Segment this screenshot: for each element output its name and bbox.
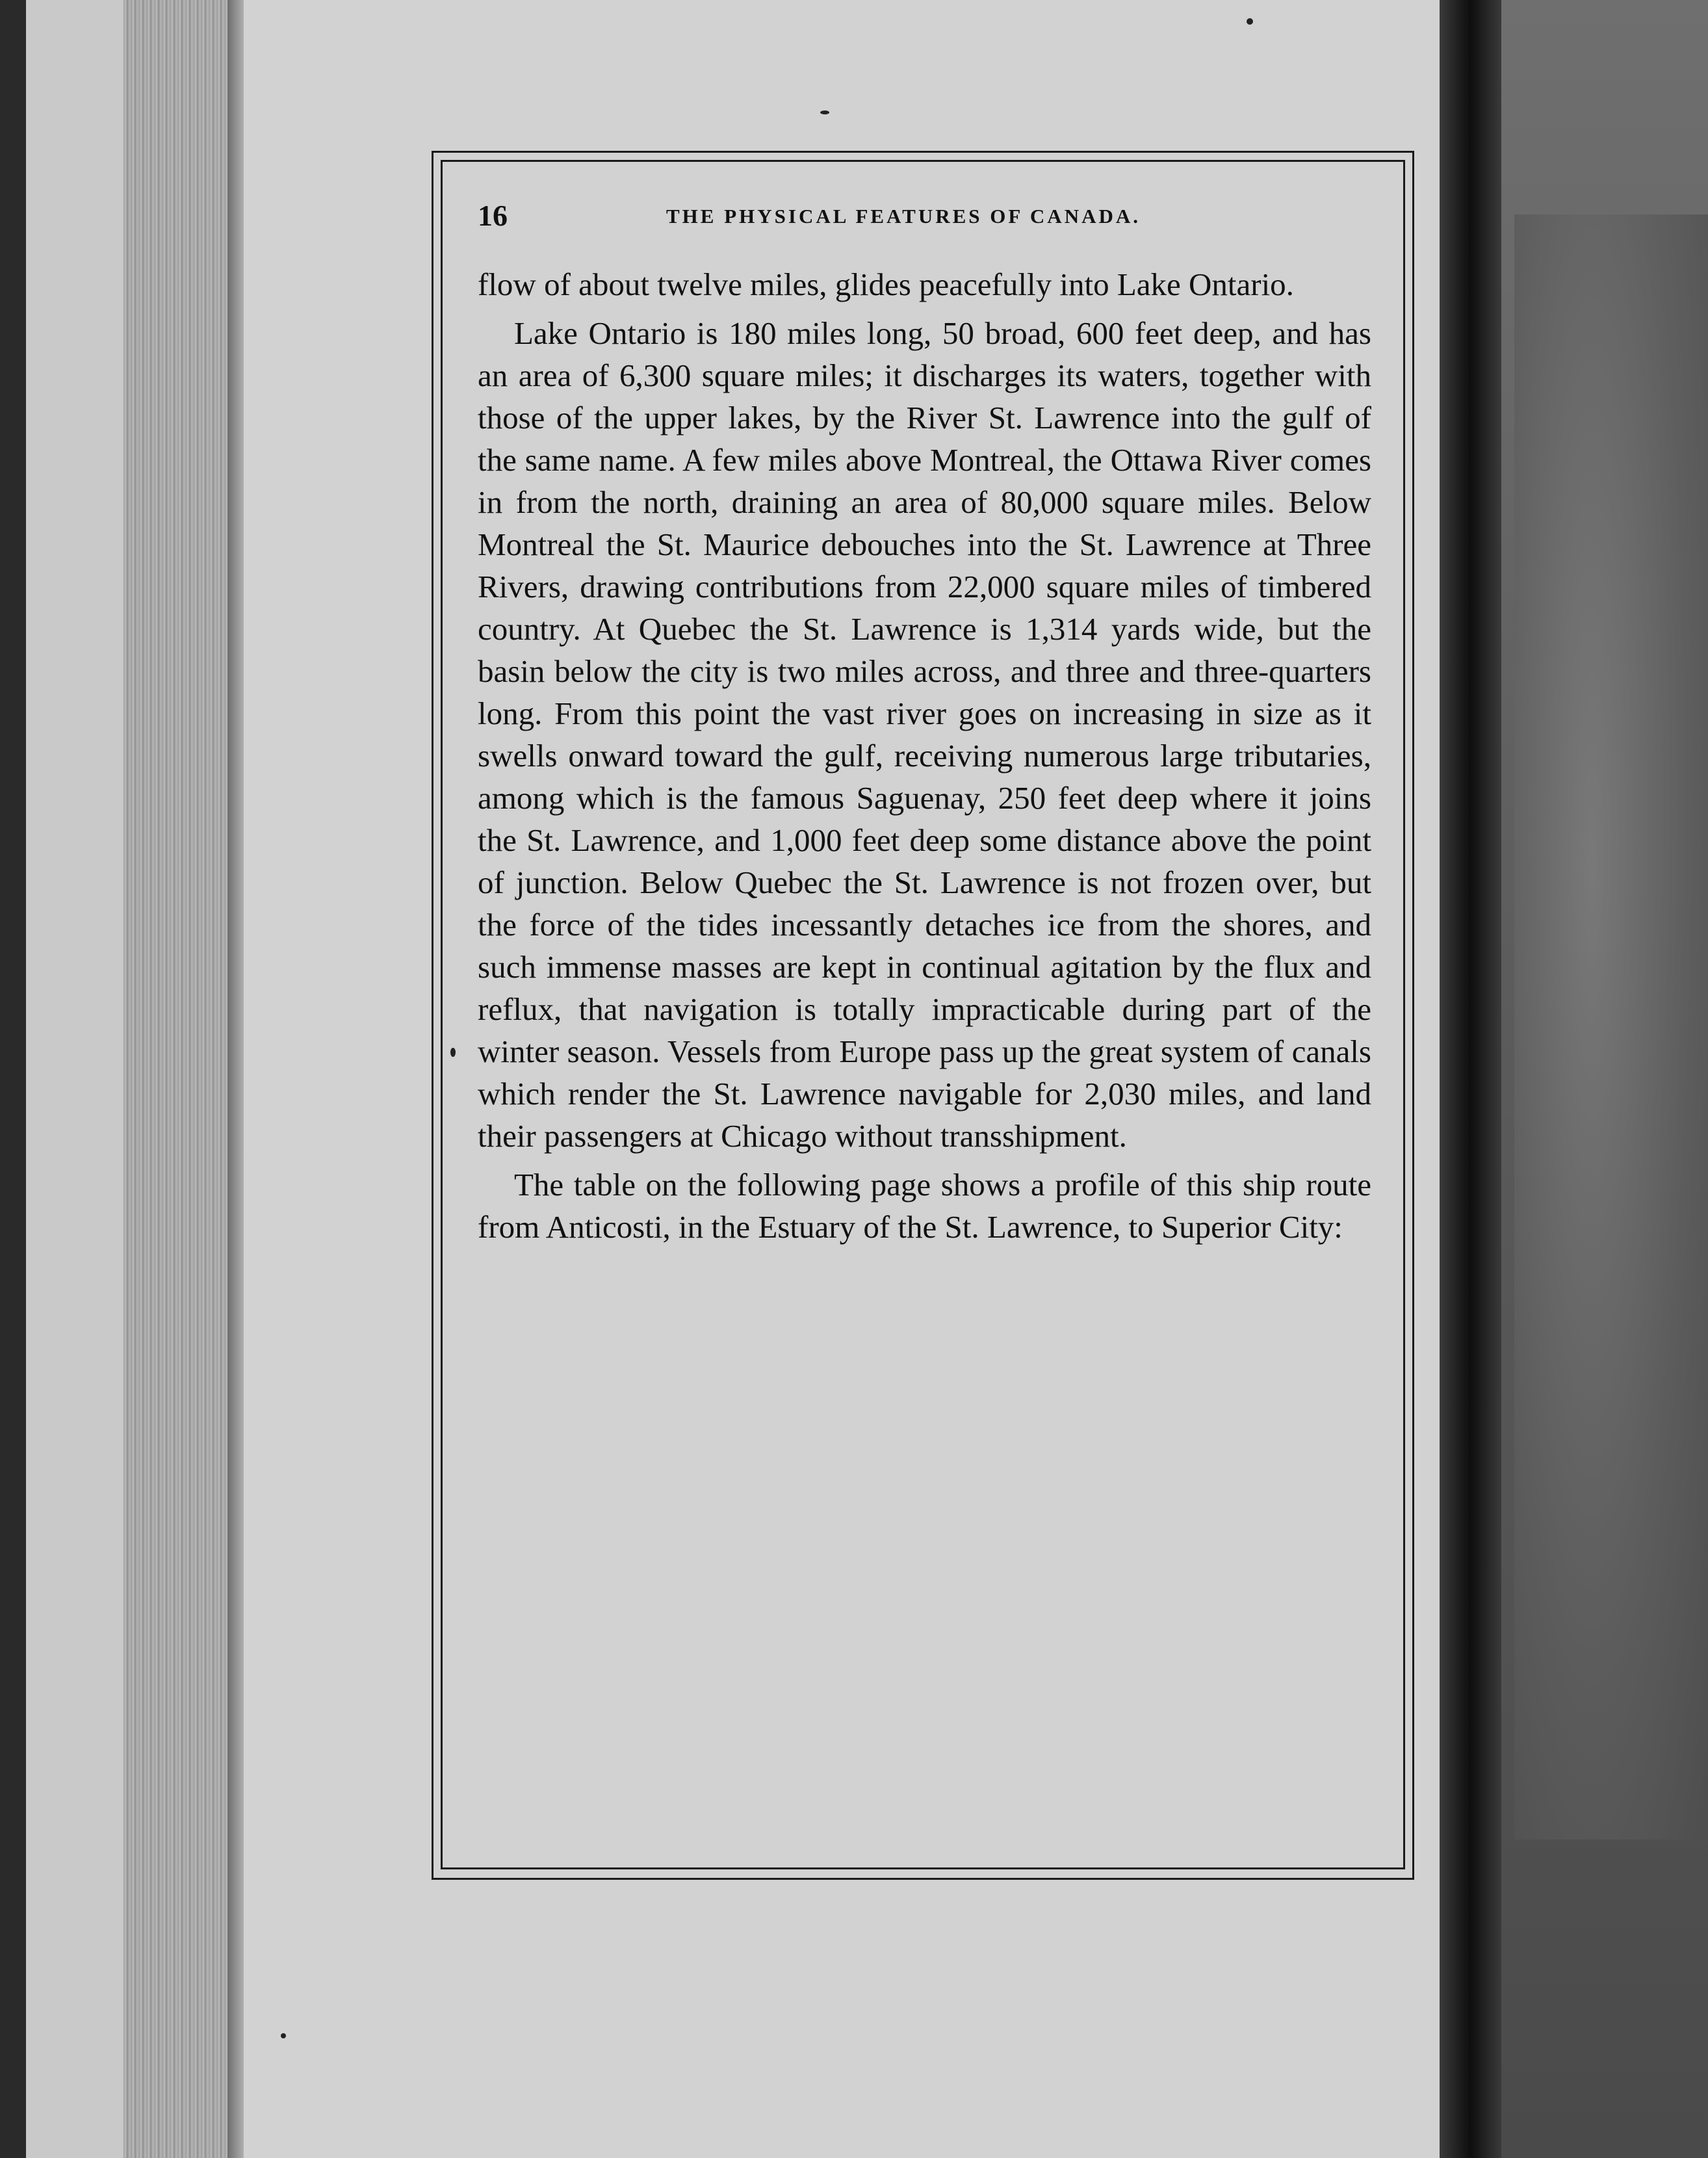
scan-left-edge: [0, 0, 26, 2158]
running-head: THE PHYSICAL FEATURES OF CANADA.: [666, 205, 1141, 228]
facing-page-stain: [1514, 214, 1708, 1840]
body-text: [478, 263, 1371, 1254]
scan-speck: [281, 2033, 286, 2038]
paragraph-table-intro: The table on the following page shows a profile of this ship route from Anticosti, in the Estuary of the St. Lawrence, to Superior City:: [478, 1167, 1371, 1245]
page-number: 16: [478, 199, 508, 232]
page-header: [478, 198, 1375, 237]
book-gutter: [1440, 0, 1501, 2158]
page-edge-stack: [123, 0, 240, 2158]
scan-speck: [820, 110, 829, 114]
scan-speck: [1247, 18, 1253, 25]
paragraph-continuation: flow of about twelve miles, glides peacefully into Lake Ontario.: [478, 266, 1294, 302]
paragraph-lake-ontario: Lake Ontario is 180 miles long, 50 broad, 600 feet deep, and has an area of 6,300 square miles; it discharges its waters, together with those of the upper lakes, by the River St. Lawrence into the gulf of the same name. A few miles above Montreal, the Ottawa River comes in from the north, draining an area of 80,000 square miles. Below Montreal the St. Maurice debouches into the St. Lawrence at Three Rivers, drawing contributions from 22,000 square miles of timbered country. At Quebec the St. Lawrence is 1,314 yards wide, but the basin below the city is two miles across, and three and three-quarters long. From this point the vast river goes on increasing in size as it swells onward toward the gulf, receiving numerous large tributaries, among which is the famous Saguenay, 250 feet deep where it joins the St. Lawrence, and 1,000 feet deep some distance above the point of junction. Below Quebec the St. Lawrence is not frozen over, but the force of the tides incessantly detaches ice from the shores, and such immense masses are kept in continual agitation by the flux and reflux, that navigation is totally impracticable during part of the winter season. Vessels from Europe pass up the great system of canals which render the St. Lawrence navigable for 2,030 miles, and land their passengers at Chicago without transshipment.: [478, 315, 1371, 1154]
scan-speck: [450, 1048, 456, 1057]
